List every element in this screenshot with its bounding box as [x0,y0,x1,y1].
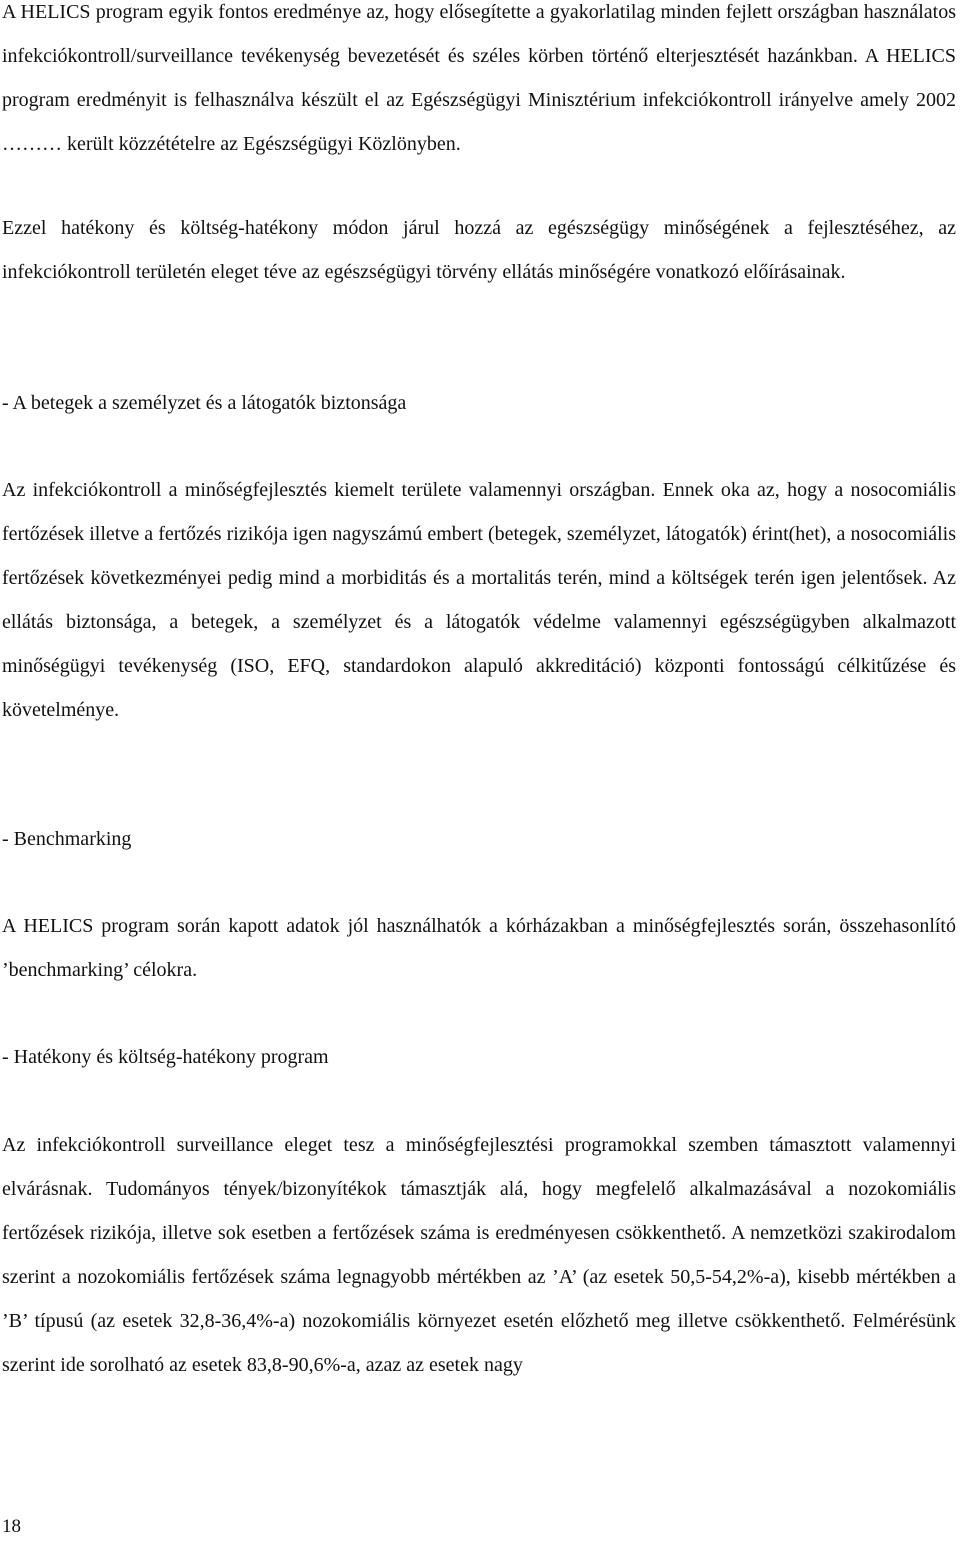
paragraph-quality-improvement: Az infekciókontroll a minőségfejlesztés kiemelt területe valamennyi országban. Ennek oka az, hogy a nosocomiális fertőzések illetve a fertőzés rizikója igen nagyszámú embert (betegek, személyzet, látogatók) érint(het), a nosocomiális fertőzések következményei pedig mind a morbiditás és a mortalitás terén, mind a költségek terén igen jelentősek. Az ellátás biztonsága, a betegek, a személyzet és a látogatók védelme valamennyi egészségügyben alkalmazott minőségügyi tevékenység (ISO, EFQ, standardokon alapuló akkreditáció) központi fontosságú célkitűzése és követelménye. [2,479,956,721]
paragraph-efficiency: Ezzel hatékony és költség-hatékony módon járul hozzá az egészségügy minőségének a fejlesztéséhez, az infekciókontroll területén eleget téve az egészségügyi törvény ellátás minőségére vonatkozó előírásainak. [2,217,956,283]
heading-cost-effective: - Hatékony és költség-hatékony program [2,1046,329,1068]
page-number: 18 [2,1516,21,1537]
paragraph-helics-results: A HELICS program egyik fontos eredménye az, hogy elősegítette a gyakorlatilag minden fejlett országban használatos infekciókontroll/surveillance tevékenység bevezetését és széles körben történő elterjesztését hazánkban. A HELICS program eredményit is felhasználva készült el az Egészségügyi Minisztérium infekciókontroll irányelve amely 2002 ……… került közzétételre az Egészségügyi Közlönyben. [2,1,956,155]
heading-benchmarking: - Benchmarking [2,828,132,850]
heading-safety: - A betegek a személyzet és a látogatók biztonsága [2,392,407,414]
paragraph-surveillance: Az infekciókontroll surveillance eleget tesz a minőségfejlesztési programokkal szemben támasztott valamennyi elvárásnak. Tudományos tények/bizonyítékok támasztják alá, hogy megfelelő alkalmazásával a nozokomiális fertőzések rizikója, illetve sok esetben a fertőzések száma is eredményesen csökkenthető. A nemzetközi szakirodalom szerint a nozokomiális fertőzések száma legnagyobb mértékben az ’A’ (az esetek 50,5-54,2%-a), kisebb mértékben a ’B’ típusú (az esetek 32,8-36,4%-a) nozokomiális környezet esetén előzhető meg illetve csökkenthető. Felmérésünk szerint ide sorolható az esetek 83,8-90,6%-a, azaz az esetek nagy [2,1134,956,1376]
paragraph-benchmarking: A HELICS program során kapott adatok jól használhatók a kórházakban a minőségfejlesztés során, összehasonlító ’benchmarking’ célokra. [2,915,956,981]
